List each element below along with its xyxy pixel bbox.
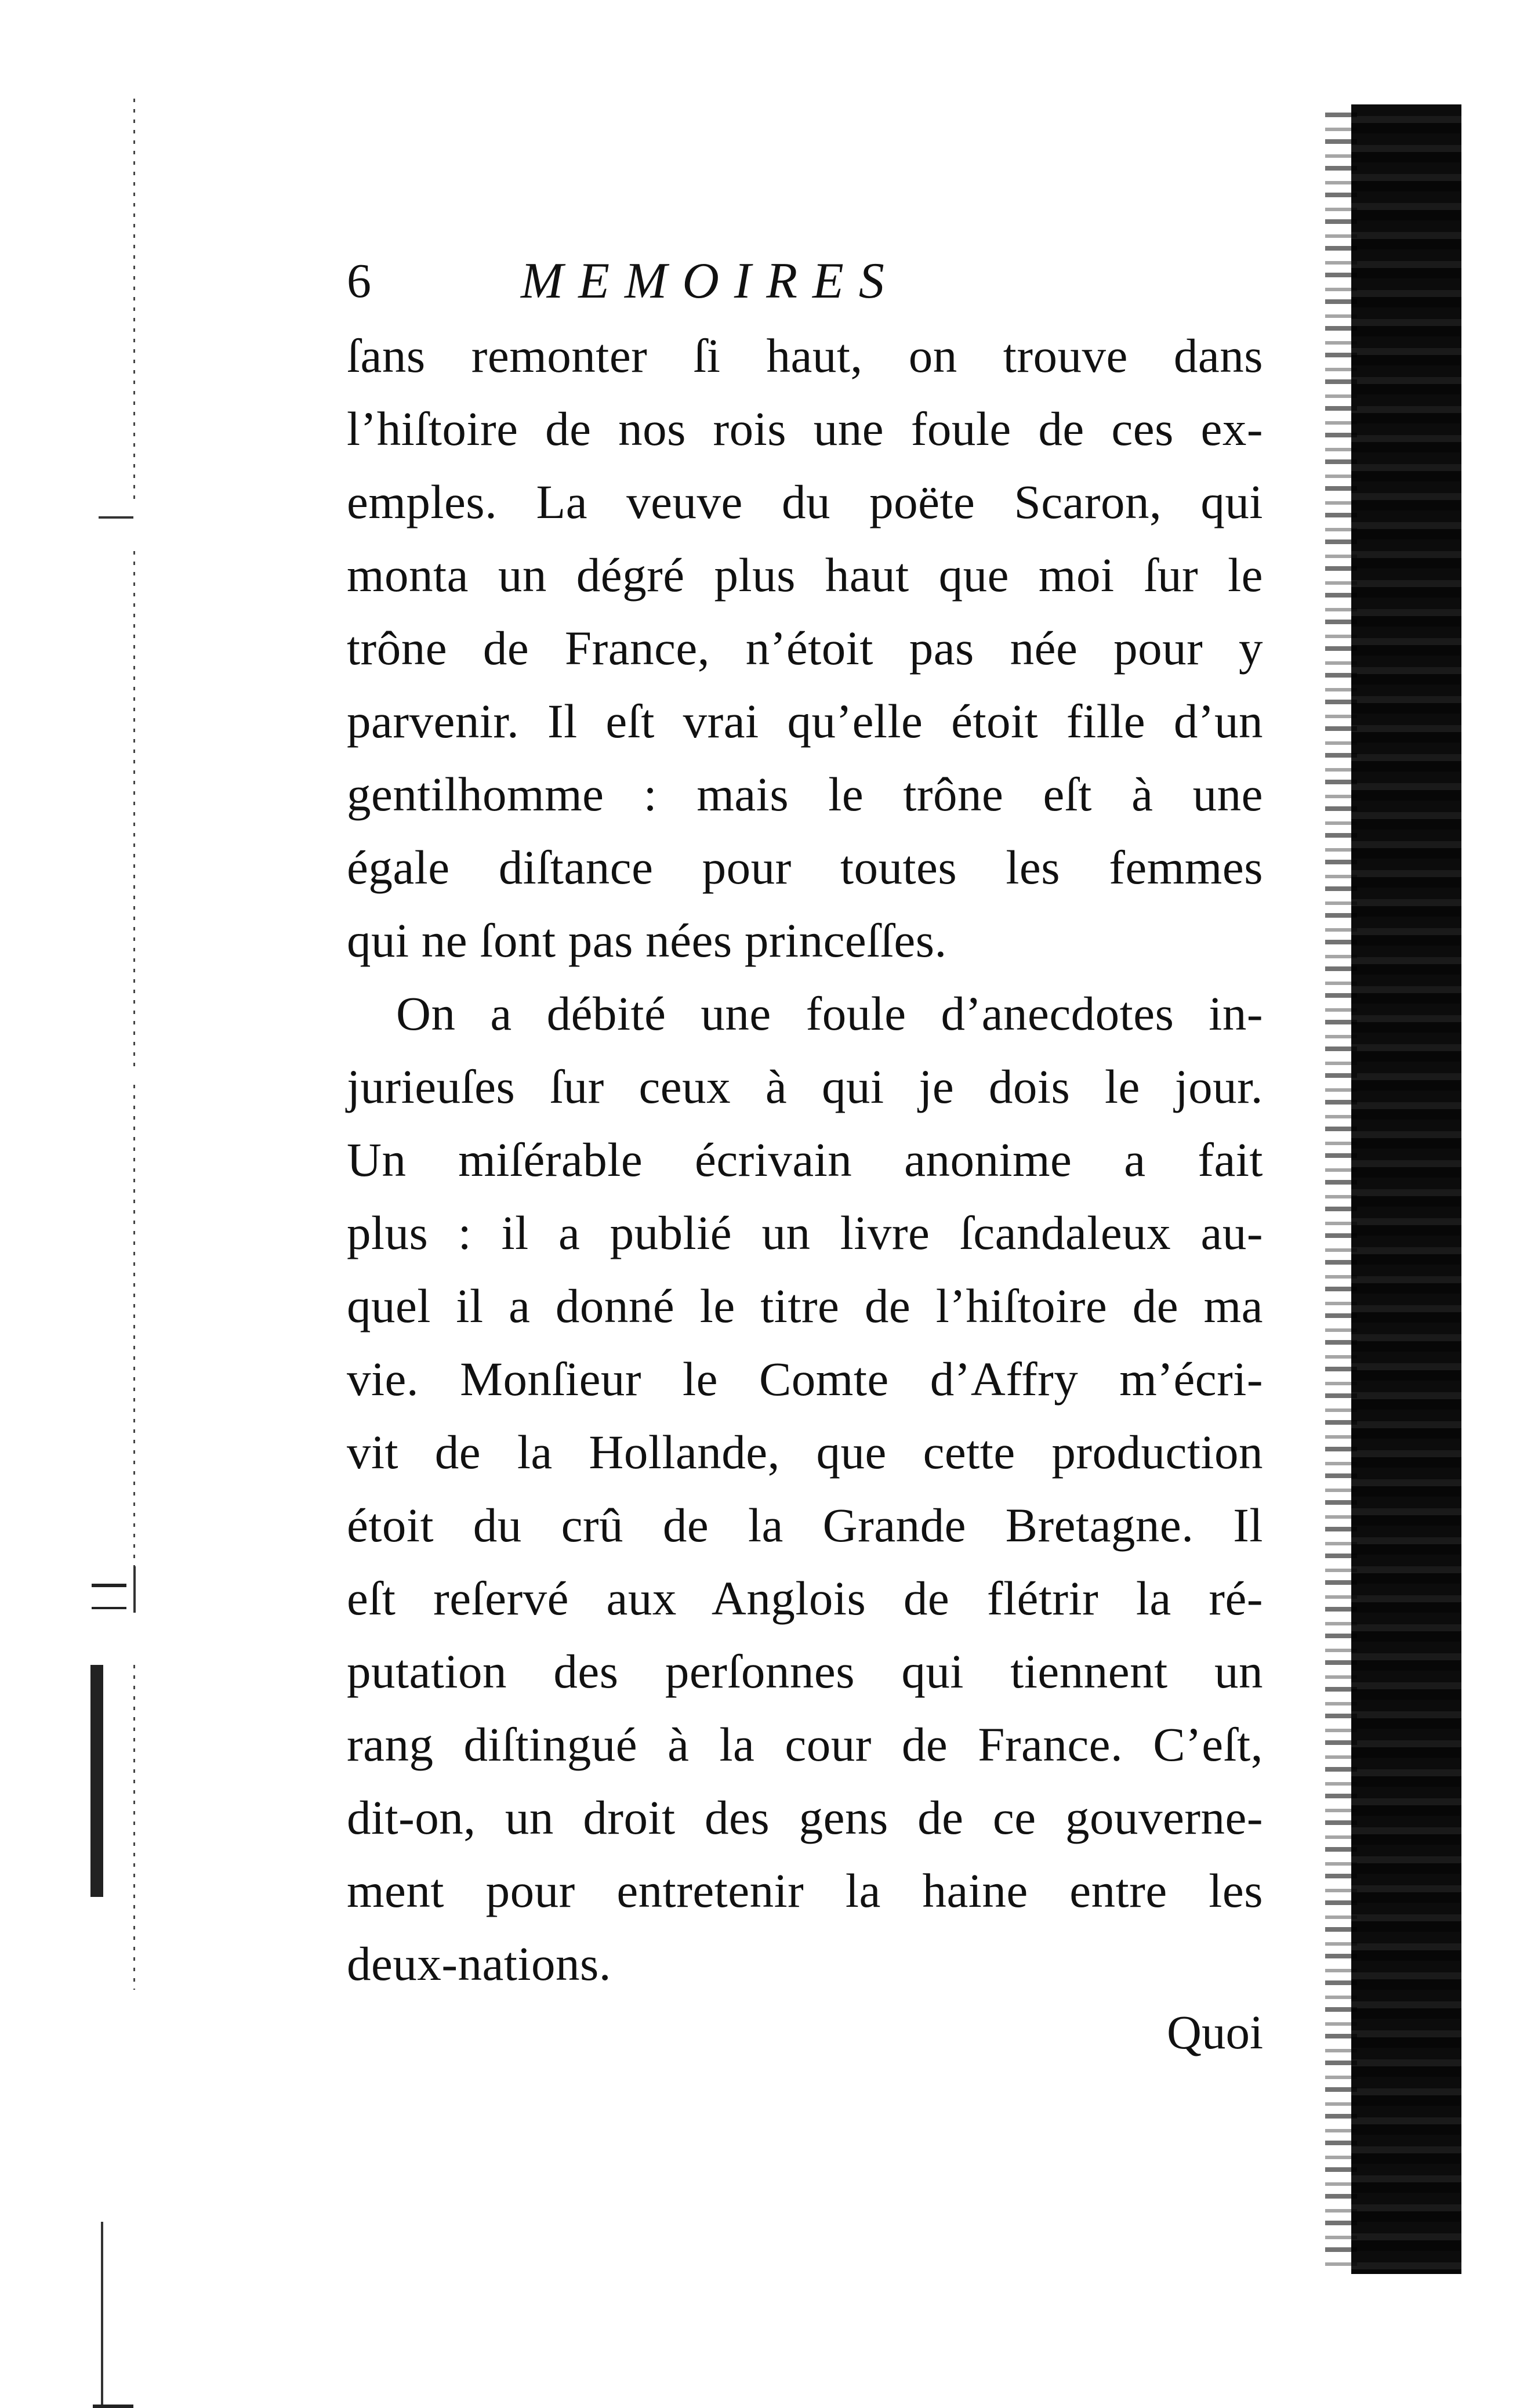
- gutter-mark: [133, 1665, 135, 1990]
- page-number: 6: [347, 254, 371, 308]
- text-line: eſt reſervé aux Anglois de flétrir la ré-: [347, 1571, 1263, 1625]
- text-line: monta un dégré plus haut que moi ſur le: [347, 548, 1263, 602]
- text-line: dit-on, un droit des gens de ce gouverne-: [347, 1791, 1263, 1844]
- text-line: gentilhomme : mais le trône eſt à une: [347, 767, 1263, 821]
- catchword: Quoi: [1167, 2005, 1263, 2059]
- text-line: étoit du crû de la Grande Bretagne. Il: [347, 1498, 1263, 1552]
- gutter-bar: [90, 1665, 103, 1897]
- paragraph-1: [347, 319, 1263, 977]
- text-line: ment pour entretenir la haine entre les: [347, 1864, 1263, 1917]
- text-line: Un miſérable écrivain anonime a fait: [347, 1133, 1263, 1186]
- text-block: [347, 249, 1263, 2059]
- text-line: On a débité une foule d’anecdotes in-: [396, 987, 1263, 1040]
- running-title: MEMOIRES: [521, 253, 899, 309]
- text-line: putation des perſonnes qui tiennent un: [347, 1645, 1263, 1698]
- text-line: vit de la Hollande, que cette production: [347, 1425, 1263, 1479]
- text-line: ſans remonter ſi haut, on trouve dans: [347, 329, 1263, 382]
- gutter-mark: [101, 2222, 103, 2407]
- text-line: parvenir. Il eſt vrai qu’elle étoit fille d’un: [347, 694, 1263, 748]
- gutter-mark: [99, 516, 133, 519]
- gutter-mark: [133, 551, 135, 1073]
- text-line: quel il a donné le titre de l’hiſtoire de ma: [347, 1279, 1263, 1332]
- text-line: vie. Monſieur le Comte d’Affry m’écri-: [347, 1352, 1263, 1406]
- text-line: rang diſtingué à la cour de France. C’eſt,: [347, 1718, 1263, 1771]
- text-line: l’hiſtoire de nos rois une foule de ces ex-: [347, 402, 1263, 455]
- text-line: qui ne ſont pas nées princeſſes.: [347, 914, 947, 967]
- paragraph-2: [347, 977, 1263, 2000]
- gutter-mark: [92, 1584, 126, 1587]
- text-line: trône de France, n’étoit pas née pour y: [347, 621, 1263, 675]
- left-gutter-scan-artifacts: [87, 99, 139, 2315]
- gutter-mark: [133, 1566, 136, 1613]
- text-line: emples. La veuve du poëte Scaron, qui: [347, 475, 1263, 528]
- page-header: [347, 249, 1263, 319]
- text-line: jurieuſes ſur ceux à qui je dois le jour.: [347, 1060, 1263, 1113]
- gutter-mark: [92, 1607, 126, 1609]
- text-line: plus : il a publié un livre ſcandaleux au-: [347, 1206, 1263, 1259]
- right-page-edge-shadow: [1351, 104, 1461, 2274]
- gutter-mark: [93, 2405, 133, 2408]
- gutter-mark: [133, 99, 135, 505]
- text-line: égale diſtance pour toutes les femmes: [347, 841, 1263, 894]
- gutter-mark: [133, 1085, 135, 1607]
- text-line: deux-nations.: [347, 1937, 611, 1990]
